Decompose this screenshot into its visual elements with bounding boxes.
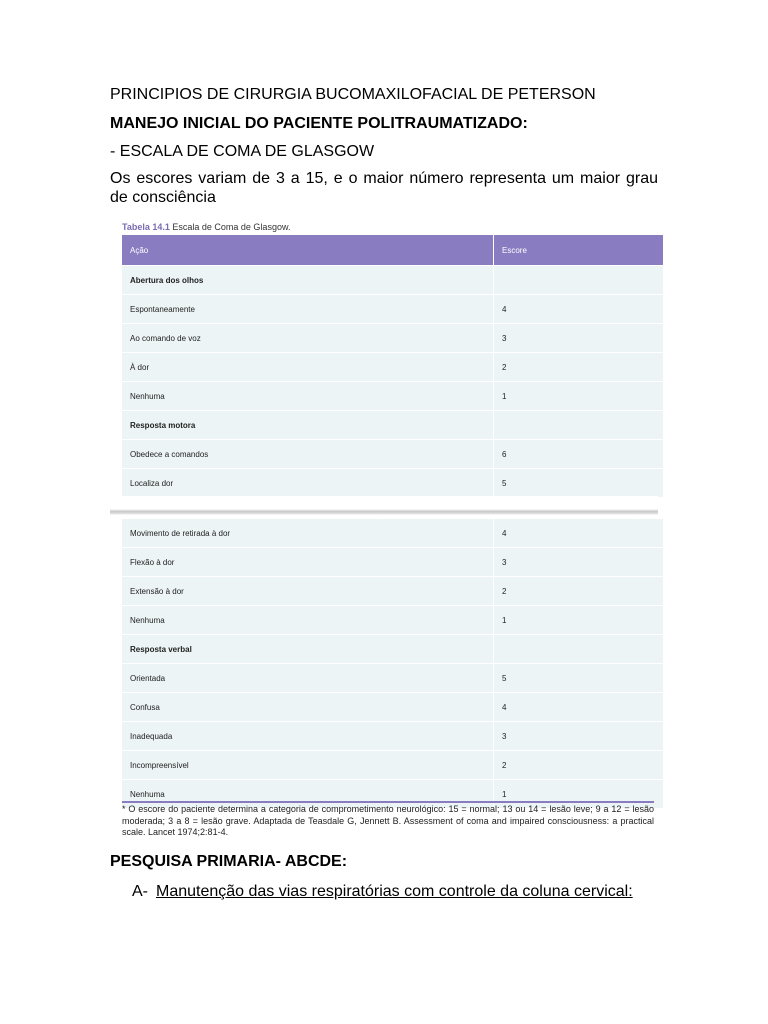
intro-paragraph: Os escores variam de 3 a 15, e o maior número representa um maior grau de consciência <box>110 170 658 206</box>
table-row <box>122 353 663 382</box>
table-cell-score: 4 <box>494 693 664 722</box>
table-cell-score <box>494 635 664 664</box>
table-row <box>122 519 663 548</box>
list-item-text: Manutenção das vias respiratórias com controle da coluna cervical: <box>156 883 633 900</box>
section-heading: MANEJO INICIAL DO PACIENTE POLITRAUMATIZADO: <box>110 115 528 132</box>
table-cell-score: 4 <box>502 528 507 538</box>
table-row <box>122 382 663 411</box>
table-cell-score: 1 <box>494 780 664 809</box>
table-row <box>122 722 663 751</box>
subheading: - ESCALA DE COMA DE GLASGOW <box>110 143 375 160</box>
glasgow-table-part2 <box>122 519 663 808</box>
table-cell-score <box>494 411 664 440</box>
table-row <box>122 411 663 440</box>
table-cell-action: Localiza dor <box>122 469 494 498</box>
table-cell-action: Obedece a comandos <box>122 440 494 469</box>
page-break-gap <box>110 496 658 520</box>
table-cell-score: 4 <box>494 295 664 324</box>
table-row <box>122 440 663 469</box>
table-cell-action: À dor <box>122 353 494 382</box>
table-footnote: * O escore do paciente determina a categoria de comprometimento neurológico: 15 = normal; 13 ou 14 = lesão leve; 9 a 12 = lesão moderada; 3 a 8 = lesão grave. Adaptada de Teasdale G, Jennett B. Assessment of coma and impaired consciousness: a practical scale. Lancet 1974;2:81-4. <box>122 804 654 837</box>
table-row <box>122 469 663 498</box>
table-cell-action: Orientada <box>122 664 494 693</box>
primary-survey-heading: PESQUISA PRIMARIA- ABCDE: <box>110 853 348 870</box>
table-cell-action: Confusa <box>122 693 494 722</box>
table-cell-action: Incompreensível <box>122 751 494 780</box>
table-cell-action: Nenhuma <box>122 606 494 635</box>
table-cell-action: Extensão à dor <box>122 577 494 606</box>
table-cell-action: Espontaneamente <box>122 295 494 324</box>
document-title: PRINCIPIOS DE CIRURGIA BUCOMAXILOFACIAL DE PETERSON <box>110 86 596 103</box>
glasgow-table-part1 <box>122 235 663 497</box>
table-cell-action: Movimento de retirada à dor <box>122 519 494 548</box>
page-break-bar <box>110 509 658 515</box>
table-cell-action: Ao comando de voz <box>122 324 494 353</box>
table-caption-number: Tabela 14.1 <box>122 222 170 232</box>
table-cell-score: 2 <box>494 577 664 606</box>
table-row <box>122 751 663 780</box>
table-cell-score: 3 <box>494 548 664 577</box>
table-row <box>122 635 663 664</box>
table-cell-score: 5 <box>494 469 664 498</box>
table-cell-action: Flexão à dor <box>122 548 494 577</box>
table-row <box>122 606 663 635</box>
table-cell-action: Nenhuma <box>122 780 494 809</box>
table-section-label: Abertura dos olhos <box>122 266 494 295</box>
table-row <box>122 548 663 577</box>
table-bottom-rule <box>122 801 654 803</box>
table-cell-action: Inadequada <box>122 722 494 751</box>
table-row <box>122 693 663 722</box>
table-cell-score: 1 <box>494 606 664 635</box>
table-row <box>122 324 663 353</box>
table-cell-score: 5 <box>494 664 664 693</box>
table-caption-text: Escala de Coma de Glasgow. <box>172 222 291 232</box>
table-cell-action: Nenhuma <box>122 382 494 411</box>
table-row <box>122 577 663 606</box>
table-cell-score: 3 <box>494 722 664 751</box>
table-cell-score: 6 <box>494 440 664 469</box>
table-caption <box>122 222 290 232</box>
table-section-label: Resposta motora <box>122 411 494 440</box>
table-cell-score: 2 <box>494 751 664 780</box>
table-cell-score <box>494 266 664 295</box>
table-row <box>122 266 663 295</box>
header-action: Ação <box>122 235 494 266</box>
table-section-label: Resposta verbal <box>122 635 494 664</box>
table-row <box>122 295 663 324</box>
table-cell-score: 1 <box>494 382 664 411</box>
table-header-row <box>122 235 663 266</box>
list-item-letter: A- <box>132 883 148 900</box>
table-row <box>122 664 663 693</box>
header-score: Escore <box>502 245 527 255</box>
table-cell-score: 2 <box>494 353 664 382</box>
table-cell-score: 3 <box>494 324 664 353</box>
